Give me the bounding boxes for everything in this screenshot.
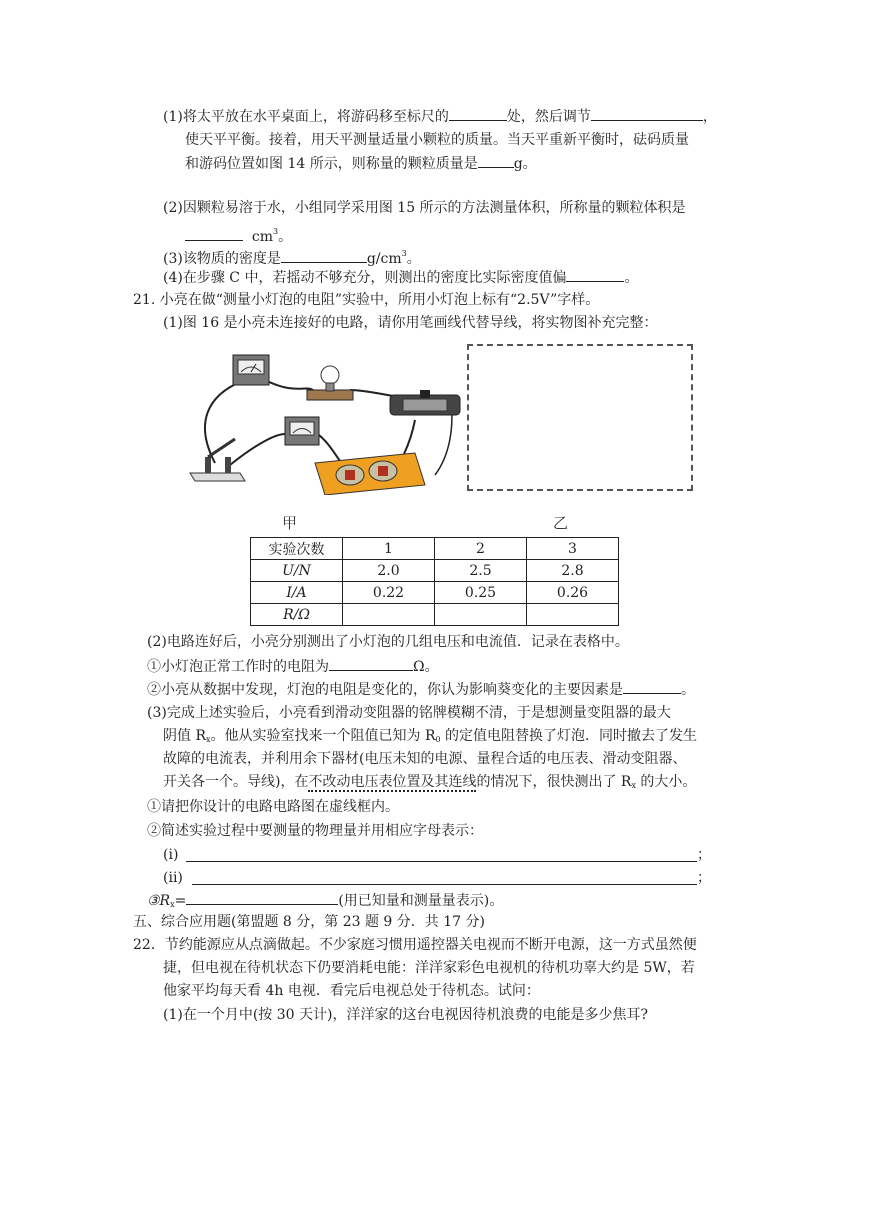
emphasis-text: 不改动电压表位置及其连线 [308, 774, 477, 790]
q21-part1: (1)图 16 是小亮未连接好的电路，请你用笔画线代替导线，将实物图补充完整： [163, 315, 658, 331]
table-cell: 0.22 [343, 582, 435, 604]
table-cell-answer[interactable] [343, 604, 435, 626]
table-row [251, 560, 619, 582]
table-header-row [251, 538, 619, 560]
q21-part3-sub3: $③R_x=$ (用已知量和测量量表示)。 [147, 890, 503, 915]
q20-part1-line2: 使天平平衡。接着，用天平测量适量小颗粒的质量。当天平重新平衡时，砝码质量 [185, 132, 689, 148]
q21-part3-ii-label: (ii) [163, 870, 183, 886]
q22-part1: (1)在一个月中(按 30 天计)，洋洋家的这台电视因待机浪费的电能是多少焦耳? [163, 1007, 648, 1023]
q21-part3-sub2: ②简述实验过程中要测量的物理量并用相应字母表示： [147, 823, 483, 839]
table-cell-answer[interactable] [435, 604, 527, 626]
answer-blank[interactable] [186, 890, 338, 905]
table-row [251, 582, 619, 604]
q21-part2-sub2: ②小亮从数据中发现，灯泡的电阻是变化的，你认为影响葵变化的主要因素是 。 [147, 679, 695, 700]
q21-part3-line1: (3)完成上述实验后，小亮看到滑动变阻器的铭牌模糊不清，于是想测量变阻器的最大 [147, 705, 671, 721]
data-table [250, 537, 619, 626]
q20-part2-line2: $cm^3$。 [185, 222, 292, 247]
table-cell: R/Ω [251, 604, 343, 626]
voltmeter [233, 355, 269, 385]
answer-blank[interactable] [185, 226, 243, 241]
q21-part3-line4: 开关各一个。导线)，在不改动电压表位置及其连线的情况下，很快测出了 $R_x$ 的大小。 [163, 774, 697, 790]
q21-part3-i-end: ； [697, 847, 711, 863]
table-cell-answer[interactable] [527, 604, 619, 626]
answer-blank[interactable] [478, 153, 514, 168]
q21-part3-line3: 故障的电流表，并利用余下器材(电压未知的电源、量程合适的电压表、滑动变阻器、 [163, 751, 687, 767]
q20-part3: (3)该物质的密度是 $g/cm^3$。 [163, 249, 421, 267]
answer-blank[interactable] [591, 106, 703, 121]
table-header-cell: 实验次数 [251, 538, 343, 560]
ammeter [285, 417, 319, 445]
q21-part3-sub1: ①请把你设计的电路电路图在虚线框内。 [147, 799, 399, 815]
table-cell: 2.5 [435, 560, 527, 582]
table-cell: 2.0 [343, 560, 435, 582]
table-cell: I/A [251, 582, 343, 604]
q21-stem: 21. 小亮在做“测量小灯泡的电阻”实验中，所用小灯泡上标有“2.5V”字样。 [133, 292, 600, 308]
table-cell: 0.25 [435, 582, 527, 604]
q20-part1-line1: (1)将太平放在水平桌面上，将游码移至标尺的 处，然后调节 ， [163, 106, 717, 127]
answer-blank[interactable] [566, 267, 624, 282]
lamp [307, 366, 353, 400]
table-header-cell: 1 [343, 538, 435, 560]
q22-line2: 捷，但电视在待机状态下仍要消耗电能：洋洋家彩色电视机的待机功辜大约是 5W，若 [163, 960, 695, 976]
q21-part2: (2)电路连好后，小亮分别测出了小灯泡的几组电压和电流值．记录在表格中。 [147, 634, 629, 650]
circuit-figure [185, 335, 475, 495]
answer-blank[interactable] [281, 248, 367, 263]
rheostat [390, 390, 460, 415]
answer-line-i[interactable] [186, 860, 697, 862]
table-row [251, 604, 619, 626]
q21-part2-sub1: ①小灯泡正常工作时的电阻为 Ω。 [147, 656, 439, 677]
figure-label-left: 甲 [282, 514, 298, 532]
q20-part4: (4)在步骤 C 中，若摇动不够充分，则测出的密度比实际密度值偏 。 [163, 267, 638, 288]
section-title: 五、综合应用题(第盟题 8 分，第 23 题 9 分．共 17 分) [133, 914, 485, 930]
answer-blank[interactable] [329, 656, 413, 671]
table-cell: 2.8 [527, 560, 619, 582]
figure-label-right: 乙 [553, 514, 569, 532]
answer-blank[interactable] [449, 106, 507, 121]
q22-line1: 22．节约能源应从点滴做起。不少家庭习惯用遥控器关电视而不断开电源，这一方式虽然便 [133, 937, 697, 953]
answer-line-ii[interactable] [192, 883, 697, 885]
battery-box [315, 453, 425, 495]
wire [205, 380, 245, 463]
q20-part1-line3: 和游码位置如图 14 所示，则称量的颗粒质量是 g。 [185, 153, 537, 174]
q21-part3-line2: 阴值 $R_x$。他从实验室找来一个阻值已知为 $R_0$ 的定值电阻替换了灯泡．同时撤去了发生 [163, 728, 698, 744]
table-header-cell: 2 [435, 538, 527, 560]
wire [265, 380, 313, 390]
table-cell: 0.26 [527, 582, 619, 604]
q21-part3-i-label: (i) [163, 847, 179, 863]
wire [230, 434, 290, 465]
answer-blank[interactable] [623, 679, 681, 694]
circuit-diagram-answer-box[interactable] [467, 344, 693, 491]
table-cell: U/N [251, 560, 343, 582]
table-header-cell: 3 [527, 538, 619, 560]
q20-part2-line1: (2)因颗粒易溶于水，小组同学采用图 15 所示的方法测量体积，所称量的颗粒体积是 [163, 200, 686, 216]
q22-line3: 他家平均每天看 4h 电视．看完后电视总处于待机态。试问： [163, 983, 540, 999]
q21-part3-ii-end: ； [697, 870, 711, 886]
